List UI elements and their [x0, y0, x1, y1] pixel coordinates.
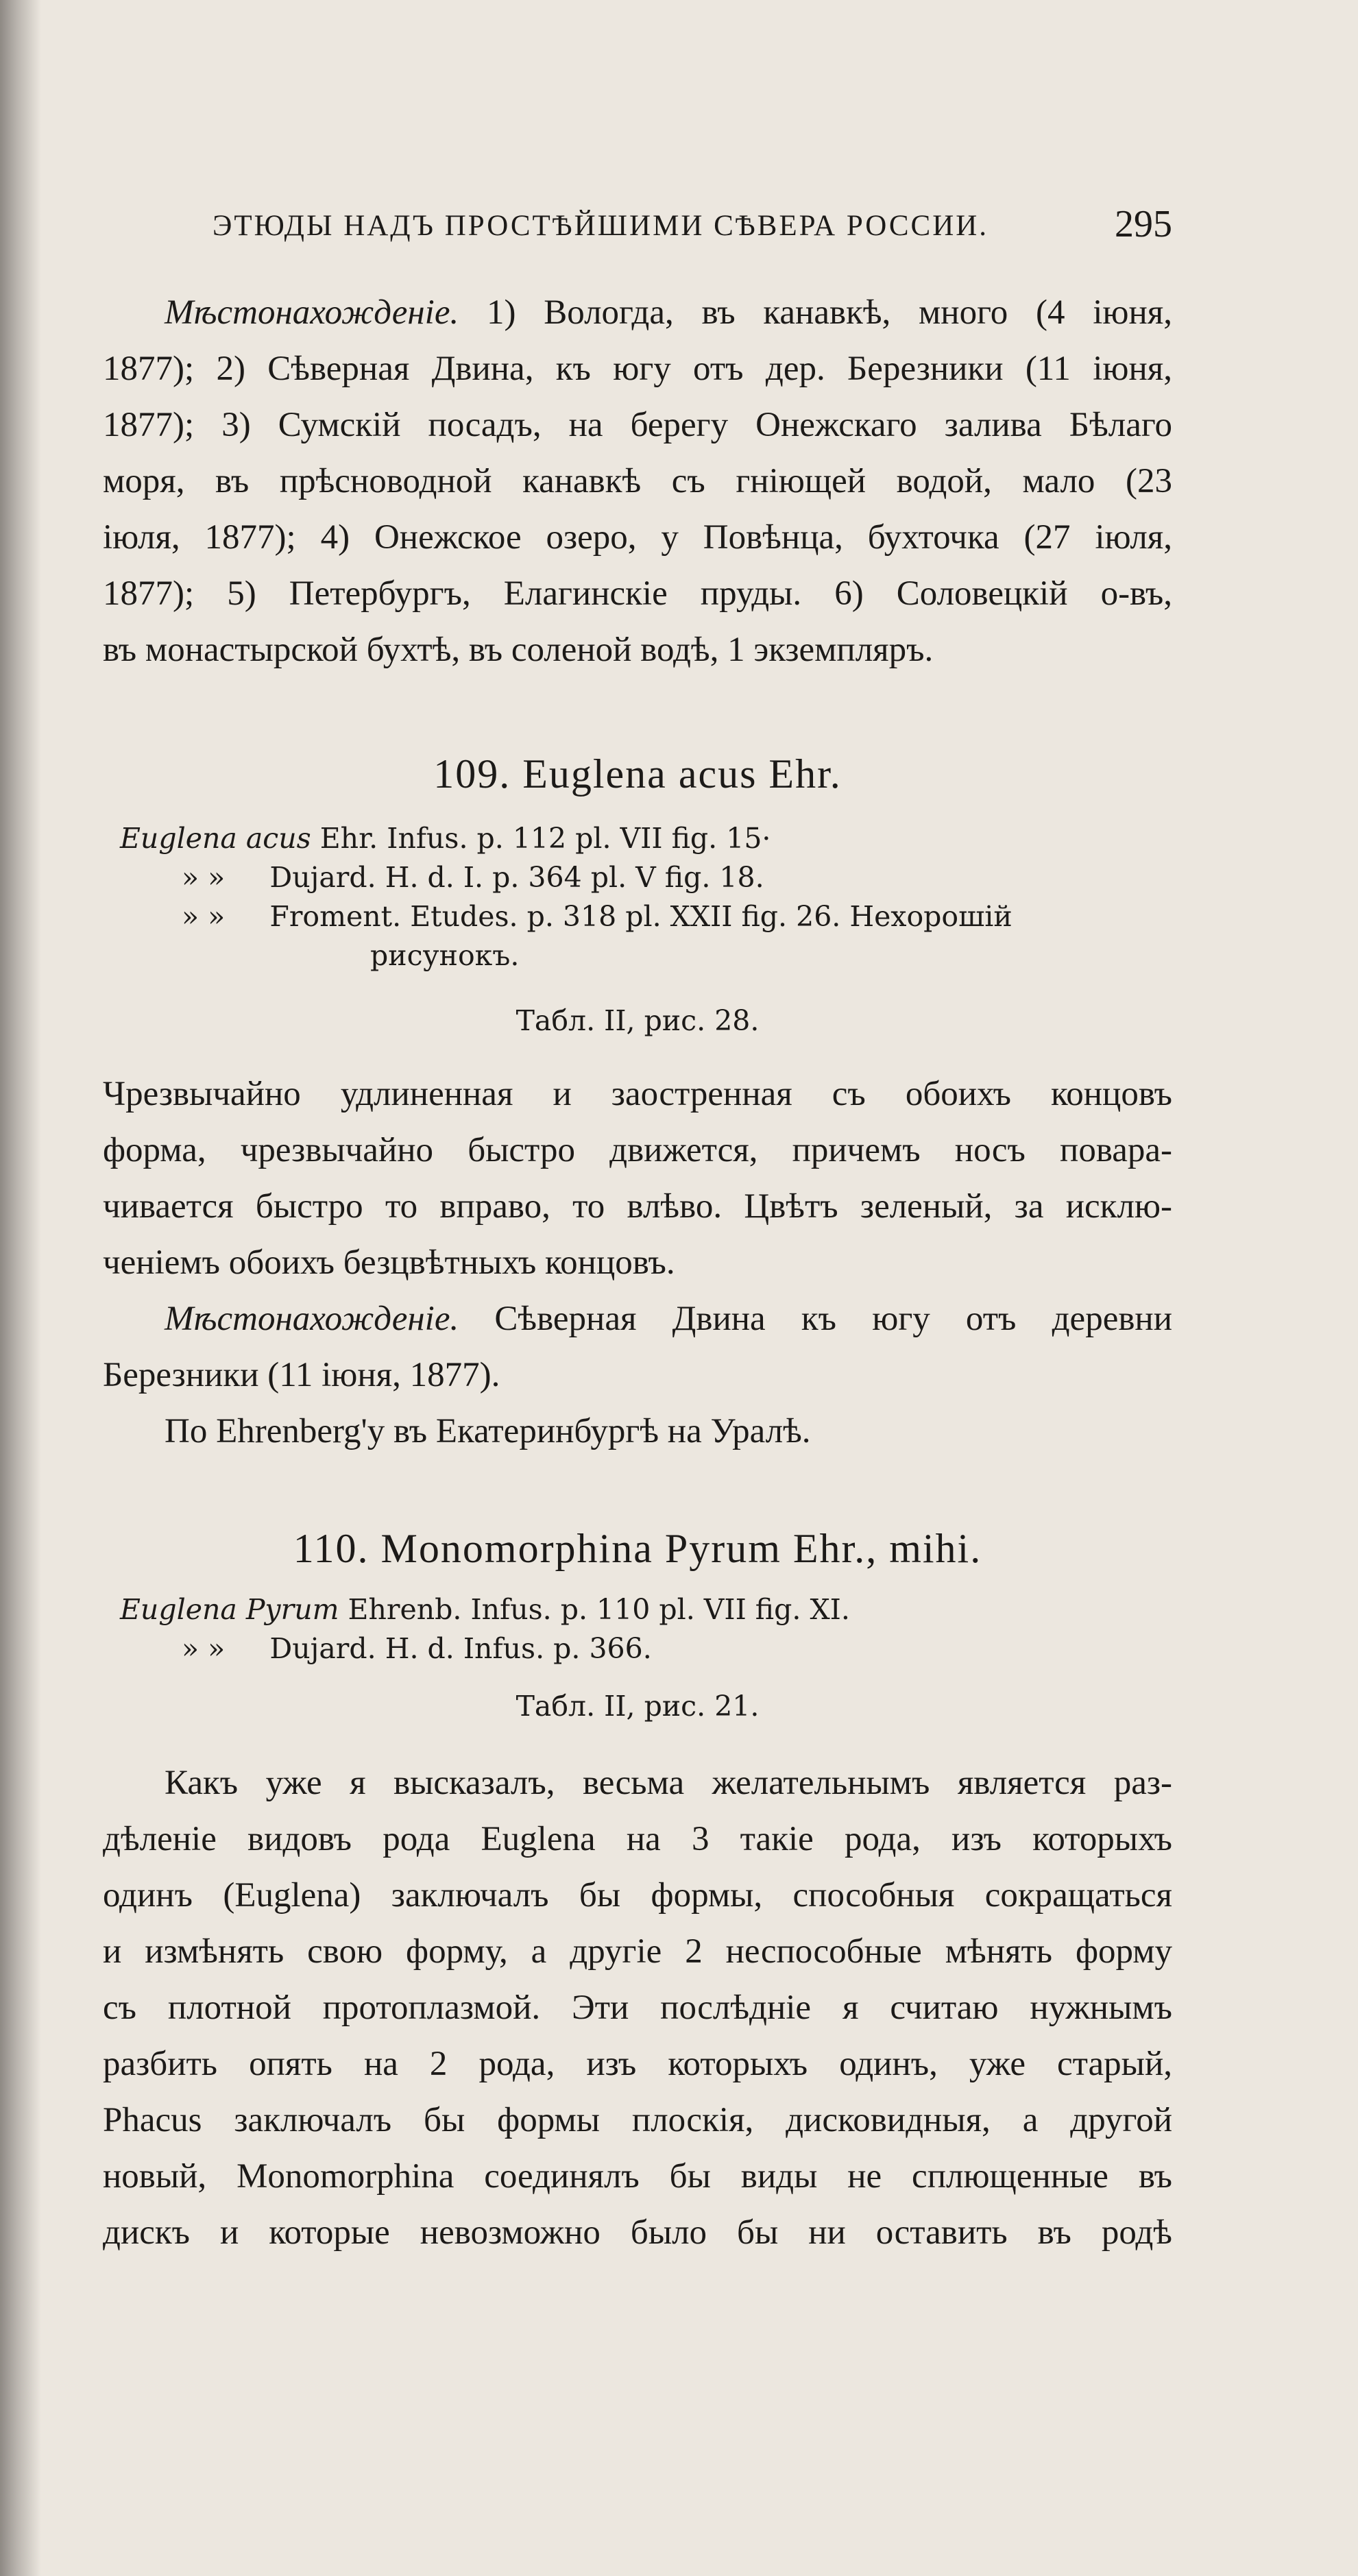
locality-label: Мѣстонахожденіе.: [165, 1300, 459, 1338]
text-line: форма, чрезвычайно быстро движется, причемъ носъ повара-: [103, 1131, 1172, 1169]
text-line: въ монастырской бухтѣ, въ соленой водѣ, 1 экземпляръ.: [103, 631, 934, 669]
synonym-row: Euglena acus Ehr. Infus. p. 112 pl. VII fig. 15·: [120, 822, 771, 855]
text-line: и измѣнять свою форму, а другіе 2 неспособные мѣнять форму: [103, 1932, 1172, 1971]
page-header: [103, 202, 1172, 257]
section-title-109: 109. Euglena acus Ehr.: [433, 751, 842, 797]
text-line: Мѣстонахожденіе. 1) Вологда, въ канавкѣ, много (4 іюня,: [165, 293, 1173, 332]
running-head: ЭТЮДЫ НАДЪ ПРОСТѢЙШИМИ СѢВЕРА РОССИИ.: [213, 210, 989, 242]
text-line: моря, въ прѣсноводной канавкѣ съ гніющей водой, мало (23: [103, 462, 1172, 500]
description-110: [103, 1755, 1172, 2261]
text-line: одинъ (Euglena) заключалъ бы формы, способныя сокращаться: [103, 1876, 1172, 1915]
text-line: новый, Monomorphina соединялъ бы виды не сплющенные въ: [103, 2157, 1172, 2196]
figure-reference-109: Табл. II, рис. 28.: [516, 1004, 760, 1037]
section-title-110: 110. Monomorphina Pyrum Ehr., mihi.: [293, 1526, 982, 1571]
synonymy-110: [120, 1590, 1172, 1668]
text-line: 1877); 2) Сѣверная Двина, къ югу отъ дер. Березники (11 іюня,: [103, 350, 1172, 388]
synonym-row: » » Dujard. H. d. Infus. p. 366.: [182, 1632, 652, 1665]
text-line: Мѣстонахожденіе. Сѣверная Двина къ югу отъ деревни: [165, 1300, 1172, 1338]
text-line: ченіемъ обоихъ безцвѣтныхъ концовъ.: [103, 1243, 675, 1282]
text-line: По Ehrenberg'у въ Екатеринбургѣ на Уралѣ.: [165, 1412, 811, 1450]
synonymy-109: [120, 819, 1172, 975]
text-line: Phacus заключалъ бы формы плоскія, дисковидныя, а другой: [103, 2101, 1172, 2139]
text-line: 1877); 3) Сумскій посадъ, на берегу Онежскаго залива Бѣлаго: [103, 406, 1172, 444]
book-page: [103, 0, 1172, 2576]
text-line: 1877); 5) Петербургъ, Елагинскіе пруды. 6) Соловецкій о-въ,: [103, 574, 1172, 613]
synonym-row: » » Dujard. H. d. I. p. 364 pl. V fig. 18.: [182, 861, 764, 894]
synonym-row-continuation: рисунокъ.: [370, 939, 520, 972]
figure-reference-110: Табл. II, рис. 21.: [516, 1690, 760, 1723]
description-109: [103, 1066, 1172, 1459]
book-gutter-shadow: [0, 0, 41, 2576]
text-line: чивается быстро то вправо, то влѣво. Цвѣтъ зеленый, за исклю-: [103, 1187, 1172, 1226]
text-line: Чрезвычайно удлиненная и заостренная съ обоихъ концовъ: [103, 1075, 1172, 1113]
text-line: Березники (11 іюня, 1877).: [103, 1356, 500, 1394]
text-line: іюля, 1877); 4) Онежское озеро, у Повѣнца, бухточка (27 іюля,: [103, 518, 1172, 557]
synonym-row: Euglena Pyrum Ehrenb. Infus. p. 110 pl. VII fig. XI.: [120, 1593, 850, 1626]
text-line: Какъ уже я высказалъ, весьма желательнымъ является раз-: [165, 1764, 1172, 1802]
locality-label: Мѣстонахожденіе.: [165, 293, 459, 332]
text-line: разбить опять на 2 рода, изъ которыхъ одинъ, уже старый,: [103, 2045, 1172, 2083]
synonym-row: » » Froment. Etudes. p. 318 pl. XXII fig. 26. Нехорошій: [182, 900, 1013, 933]
text-line: съ плотной протоплазмой. Эти послѣдніе я считаю нужнымъ: [103, 1989, 1172, 2027]
text-line: дѣленіе видовъ рода Euglena на 3 такіе рода, изъ которыхъ: [103, 1820, 1172, 1858]
text-line: дискъ и которые невозможно было бы ни оставить въ родѣ: [103, 2213, 1172, 2252]
page-number: 295: [1115, 203, 1172, 245]
intro-paragraph: [103, 284, 1172, 678]
